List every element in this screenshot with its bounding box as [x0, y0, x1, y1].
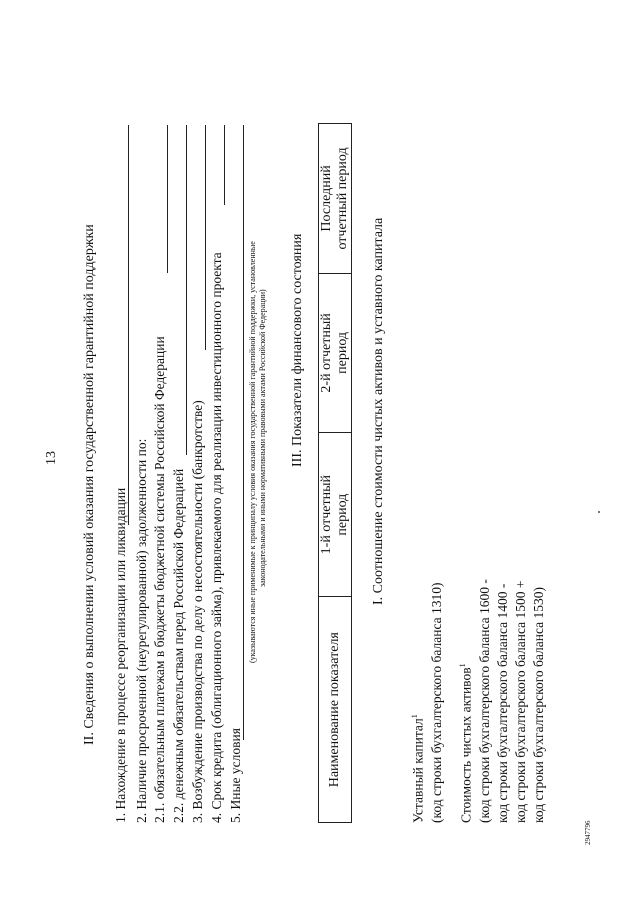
section-i-title: I. Соотношение стоимости чистых активов и уставного капитала	[371, 217, 386, 605]
financial-table-header	[318, 123, 352, 823]
document-code: 2947796	[584, 820, 592, 845]
net-assets-code-1: (код строки бухгалтерского баланса 1600 -	[477, 579, 492, 823]
item-2-2-fill-line	[186, 125, 187, 455]
page-number: 13	[44, 451, 59, 465]
net-assets-code-3: код строки бухгалтерского баланса 1500 +	[513, 580, 528, 823]
section2-title: II. Сведения о выполнении условий оказания государственной гарантийной поддержки	[82, 224, 97, 745]
net-assets-code-4: код строки бухгалтерского баланса 1530)	[531, 587, 546, 823]
net-assets-code-2: код строки бухгалтерского баланса 1400 -	[495, 583, 510, 823]
net-assets-label: Стоимость чистых активов	[458, 667, 474, 823]
item-4-fill-line	[224, 125, 225, 205]
col-indicator-name: Наименование показателя	[319, 597, 352, 823]
item-3-fill-line	[205, 125, 206, 350]
item-5-note-line2: законодательными и иными нормативными правовыми актами Российской Федерации)	[258, 289, 267, 587]
item-4: 4. Срок кредита (облигационного займа), привлекаемого для реализации инвестиционного проекта	[209, 252, 224, 823]
share-capital-footnote: 1	[410, 714, 419, 719]
net-assets-footnote: 1	[458, 663, 467, 668]
item-2: 2. Наличие просроченной (неурегулированной) задолженности по:	[134, 438, 149, 823]
item-1-fill-line	[128, 125, 129, 525]
item-2-1-fill-line	[167, 125, 168, 273]
item-2-2: 2.2. денежным обязательствам перед Российской Федерацией	[171, 468, 186, 823]
col-period-1: 1-й отчетный период	[319, 432, 352, 596]
share-capital-code: (код строки бухгалтерского баланса 1310)	[429, 582, 444, 823]
item-3: 3. Возбуждение производства по делу о несостоятельности (банкротстве)	[190, 400, 205, 823]
row-share-capital	[410, 714, 427, 823]
scan-speck	[598, 511, 600, 513]
item-2-1: 2.1. обязательным платежам в бюджеты бюджетной системы Российской Федерации	[152, 336, 167, 823]
row-net-assets	[458, 663, 475, 823]
share-capital-label: Уставный капитал	[410, 718, 426, 823]
item-5: 5. Иные условия	[228, 728, 243, 823]
item-5-note-line1: (указываются иные применимые к принципалу условия оказания государственной гарантийной поддержки, установленные	[248, 241, 257, 663]
col-period-2: 2-й отчетный период	[319, 273, 352, 432]
col-period-last: Последний отчетный период	[319, 124, 352, 274]
item-5-fill-line	[243, 125, 244, 740]
item-1: 1. Нахождение в процессе реорганизации или ликвидации	[113, 487, 128, 823]
section3-title: III. Показатели финансового состояния	[290, 233, 305, 467]
